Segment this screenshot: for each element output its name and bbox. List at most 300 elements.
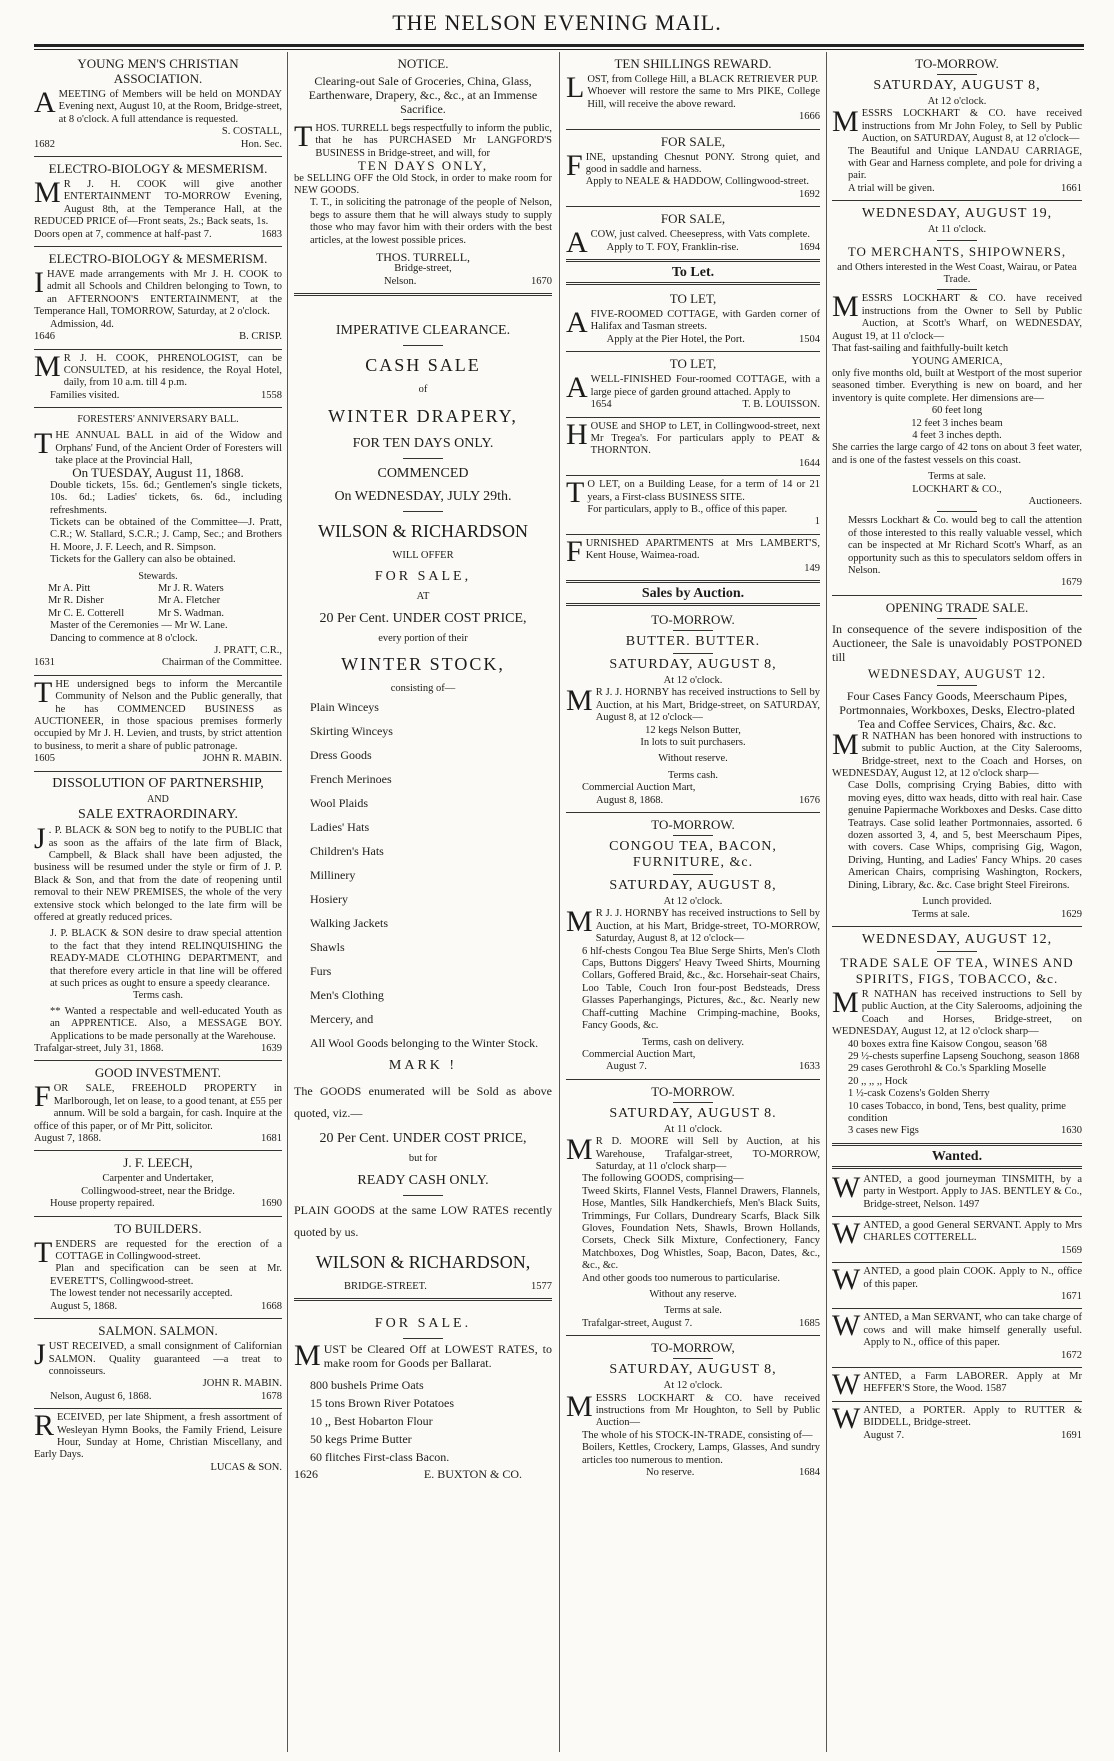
section-header-to-let: To Let. [566, 264, 820, 285]
ad-date: SATURDAY, AUGUST 8, [609, 878, 777, 894]
ad-to-builders [34, 1217, 282, 1319]
ad-wanted-porter [832, 1402, 1082, 1447]
ad-date: WEDNESDAY, AUGUST 19, [861, 206, 1053, 222]
drop-cap: T [294, 120, 313, 153]
list-item: 10 ,, Best Hobarton Flour [310, 1414, 433, 1429]
list-item: Millinery [310, 868, 356, 883]
divider [937, 951, 977, 952]
ad-title: FOR SALE, [660, 133, 726, 149]
ad-text: R D. MOORE will Sell by Auction, at his Warehouse, Trafalgar-street, TO-MORROW, Saturday, at 11 o'clock sharp— [595, 1136, 820, 1172]
signature: JOHN R. MABIN. [202, 753, 282, 765]
ad-number: 1587 [985, 1383, 1007, 1395]
ad-line: every portion of their [378, 632, 468, 644]
drop-cap: W [832, 1263, 861, 1297]
ad-line: BRIDGE-STREET. [344, 1280, 427, 1292]
ad-text: FIVE-ROOMED COTTAGE, with Garden corner of Halifax and Tasman streets. [590, 309, 820, 333]
ad-moore [566, 1080, 820, 1337]
ad-text: R J. H. COOK will give another ENTERTAINMENT TO-MORROW Evening, August 8th, at the Temperance Hall, at the REDUCED PRICE of—Front seats, 2s.; Back seats, 1s. [34, 179, 282, 228]
ad-line: Collingwood-street, near the Bridge. [81, 1185, 235, 1197]
ad-number: 1504 [799, 333, 820, 345]
signature: E. BUXTON & CO. [423, 1467, 522, 1482]
ad-line: Families visited. [50, 389, 120, 401]
ad-butter [566, 608, 820, 813]
ad-line: Terms at sale. [664, 1305, 722, 1317]
drop-cap: I [34, 266, 44, 300]
ad-line: Terms at sale. [928, 471, 986, 483]
ad-line: That fast-sailing and faithfully-built ketch [832, 343, 1009, 355]
ad-place: Nelson, August 6, 1868. [50, 1390, 152, 1402]
ad-number: 1671 [1061, 1291, 1082, 1303]
ad-number: 1 [814, 516, 820, 528]
divider [937, 511, 977, 512]
divider [673, 835, 713, 836]
list-item: 1 ½-cask Cozens's Golden Sherry [848, 1088, 990, 1100]
ad-leech [34, 1151, 282, 1216]
ad-phrenologist [34, 350, 282, 409]
divider [937, 685, 977, 686]
divider [673, 1358, 713, 1359]
ad-number: 1681 [261, 1133, 282, 1145]
ad-electro-biology-schools [34, 247, 282, 349]
ad-text: ENDERS are requested for the erection of a COTTAGE in Collingwood-street. [55, 1238, 282, 1263]
ad-text: ** Wanted a respectable and well-educated Youth as an APPRENTICE. Also, a MESSAGE BOY. Applications to be made personally at the Warehouse. [50, 1005, 282, 1042]
ad-wanted-laborer [832, 1368, 1082, 1402]
ad-body [566, 684, 820, 724]
drop-cap: F [566, 148, 583, 182]
ad-body [34, 1409, 282, 1462]
list-item: 29 cases Gerothrohl & Co.'s Sparkling Moselle [848, 1063, 1047, 1075]
list-item: Walking Jackets [310, 916, 389, 931]
ad-text: ANTED, a Farm LABORER. Apply at Mr HEFFER'S Store, the Wood. [863, 1371, 1082, 1395]
drop-cap: J [34, 822, 46, 856]
ad-body [34, 675, 282, 753]
ad-text: In consequence of the severe indisposition of the Auctioneer, the Sale is unavoidably POSTPONED till [832, 621, 1082, 664]
ad-headline: CASH SALE [365, 355, 481, 376]
ad-line: Dancing to commence at 8 o'clock. [50, 632, 198, 644]
ad-text: The GOODS enumerated will be Sold as above quoted, viz.— [294, 1084, 552, 1121]
list-item: Wool Plaids [310, 796, 369, 811]
ad-title: TO LET, [669, 356, 717, 372]
drop-cap: M [832, 985, 859, 1019]
drop-cap: W [832, 1170, 861, 1204]
divider [403, 511, 443, 512]
ad-line: Without any reserve. [649, 1289, 737, 1300]
ad-line: COMMENCED [377, 465, 469, 481]
ad-line: Carpenter and Undertaker, [102, 1173, 214, 1185]
ad-title: TO-MORROW. [651, 611, 735, 627]
signature-role: Auctioneers. [1028, 495, 1082, 507]
ad-text: Tickets for the Gallery can also be obtained. [50, 554, 236, 566]
ad-line: 20 Per Cent. UNDER COST PRICE, [319, 1131, 527, 1147]
ad-text: COW, just calved. Cheesepress, with Vats complete. [590, 229, 810, 241]
ad-line: And other goods too numerous to particularise. [582, 1272, 781, 1284]
ad-text: INE, upstanding Chesnut PONY. Strong quiet, and good in saddle and harness. [585, 151, 820, 176]
ad-wanted-servant [832, 1217, 1082, 1263]
ad-date: August 7, 1868. [34, 1133, 102, 1145]
ad-title: J. F. LEECH, [123, 1155, 193, 1171]
ad-line: Doors open at 7, commence at half-past 7. [34, 228, 212, 240]
ad-body [294, 1339, 552, 1373]
masthead: THE NELSON EVENING MAIL. [392, 10, 722, 35]
ad-time: At 11 o'clock. [927, 224, 987, 236]
divider [403, 119, 443, 120]
ad-text: MEETING of Members will be held on MONDAY Evening next, August 10, at the Room, Bridge-street, at 8 o'clock. A full attendance is requested. [58, 89, 282, 125]
ad-foresters-ball [34, 408, 282, 676]
ad-text: R J. J. HORNBY has received instructions to Sell by Auction, at his Mart, Bridge-street, TO-MORROW, Saturday, August 8, at 12 o'clock— [595, 908, 820, 945]
ad-body [34, 1235, 282, 1269]
list-item: Furs [310, 964, 332, 979]
ad-title: DISSOLUTION OF PARTNERSHIP, [52, 775, 264, 791]
ad-body [34, 266, 282, 319]
ad-congou-tea [566, 813, 820, 1080]
ad-date: SATURDAY, AUGUST 8. [609, 1105, 777, 1121]
ad-body [832, 1309, 1082, 1349]
drop-cap: M [566, 1133, 593, 1167]
ad-line: Apply at the Pier Hotel, the Port. [606, 333, 745, 345]
list-item: Plain Winceys [310, 700, 379, 715]
list-item: 29 ½-chests superfine Lapseng Souchong, season 1868 [848, 1050, 1080, 1062]
ad-ymca [34, 52, 282, 157]
ad-text: ECEIVED, per late Shipment, a fresh assortment of Wesleyan Hymn Books, the Family Friend, Leisure Hour, Sunday at Home, Christian Miscellany, and Early Days. [34, 1412, 282, 1461]
drop-cap: W [832, 1368, 861, 1402]
signature: LOCKHART & CO., [912, 483, 1002, 495]
ad-body [566, 905, 820, 945]
drop-cap: W [832, 1217, 861, 1250]
ad-date: SATURDAY, AUGUST 8, [609, 1362, 777, 1378]
ad-title: TO-MORROW. [651, 1083, 735, 1099]
ad-line: MARK ! [388, 1058, 458, 1074]
ad-text: Whoever will restore the same to Mrs PIKE, College Hill, will receive the above reward. [587, 86, 820, 110]
goods-list: 6 hlf-chests Congou Tea Blue Serge Shirts, Men's Cloth Caps, Buttons Diggers' Heavy Tweed Shirts, Mourning Collars, Goffered Braid, &c., &c. Horsehair-seat Chairs, Loo Table, Couch Iron four-post Bedsteads, Dress Glasses Paperhangings, Pictures, &c., &c. Nearly new Chaff-cutting Machine Crimping-machine, Books, Fancy Goods, &c. [582, 945, 820, 1032]
ad-text: ANTED, a PORTER. Apply to RUTTER & BIDDELL, Bridge-street. [863, 1404, 1082, 1429]
ad-body [832, 727, 1082, 781]
ad-number: 1577 [531, 1280, 552, 1292]
ad-text: Apply to NEALE & HADDOW, Collingwood-street. [585, 176, 809, 188]
list-item: 3 cases new Figs [848, 1125, 919, 1137]
ad-line: Terms cash. [668, 769, 718, 781]
ad-line: but for [408, 1153, 438, 1165]
ad-line: Lunch provided. [922, 896, 992, 908]
ad-number: 1654 [590, 399, 612, 411]
ad-title: ELECTRO-BIOLOGY & MESMERISM. [48, 161, 268, 177]
ad-body [34, 822, 282, 924]
ad-line: WILL OFFER [392, 549, 454, 561]
ad-body [34, 427, 282, 467]
ad-time: At 12 o'clock. [663, 1380, 723, 1392]
ad-body [34, 1338, 282, 1378]
ad-subtitle: Clearing-out Sale of Groceries, China, Glass, Earthenware, Drapery, &c., &c., at an Immense Sacrifice. [308, 74, 538, 116]
ad-number: 1639 [261, 1043, 282, 1054]
ad-date: August 8, 1868. [596, 794, 664, 806]
drop-cap: H [566, 417, 588, 451]
ad-body [832, 985, 1082, 1039]
ad-number: 1692 [799, 188, 820, 200]
ad-text: R NATHAN has received instructions to Sell by public Auction, at the City Salerooms, adjoining the Coach and Horses, Bridge-street, on WEDNESDAY, August 12, at 12 o'clock sharp— [832, 988, 1082, 1038]
ad-mabin-auctioneer [34, 676, 282, 772]
ad-text: ANTED, a good journeyman TINSMITH, by a party in Westport. Apply to JAS. BENTLEY & Co., Bridge-street, Nelson. [863, 1173, 1082, 1210]
list-item: 800 bushels Prime Oats [310, 1378, 424, 1393]
ad-headline: WINTER DRAPERY, [328, 405, 518, 426]
ad-text: ANTED, a Man SERVANT, who can take charge of cows and will make himself generally useful. Apply to N., office of this paper. [863, 1312, 1082, 1349]
ad-line: Terms, cash on delivery. [641, 1036, 745, 1048]
ad-headline: WINTER STOCK, [341, 653, 505, 674]
list-item: 60 feet long [931, 405, 983, 417]
ad-text: R J. J. HORNBY has received instructions to Sell by Auction, at his Mart, Bridge-street, on SATURDAY, August 8, at 12 o'clock— [595, 687, 820, 724]
ad-cottage [566, 287, 820, 352]
ad-number: 1691 [1061, 1429, 1082, 1441]
ad-line: Commercial Auction Mart, [582, 1048, 696, 1060]
drop-cap: M [566, 1389, 593, 1423]
ad-highlight: TEN DAYS ONLY, [357, 158, 489, 174]
drop-cap: M [832, 727, 859, 761]
ad-text: HE ANNUAL BALL in aid of the Widow and Orphans' Fund, of the Ancient Order of Foresters will take place at the Provincial Hall, [55, 430, 282, 466]
ad-time: At 12 o'clock. [663, 674, 723, 686]
list-item: 20 ,, ,, ,, Hock [848, 1075, 908, 1087]
list-item: French Merinoes [310, 772, 392, 787]
ad-title: ELECTRO-BIOLOGY & MESMERISM. [48, 251, 268, 267]
ad-text: Plan and specification can be seen at Mr. EVERETT'S, Collingwood-street. [50, 1263, 282, 1287]
ad-number: 1646 [34, 331, 55, 343]
ad-line: No reserve. [646, 1467, 695, 1479]
section-header-auction: Sales by Auction. [566, 585, 820, 606]
ad-body [832, 105, 1082, 145]
ad-text: Double tickets, 15s. 6d.; Gentlemen's single tickets, 10s. 6d.; Ladies' tickets, 6s. 6d., including refreshments. [50, 479, 282, 516]
ad-well-finished [566, 352, 820, 417]
signature: T. B. LOUISSON. [742, 399, 820, 411]
list-item: 60 flitches First-class Bacon. [310, 1450, 450, 1465]
ad-line: FOR TEN DAYS ONLY. [352, 435, 494, 451]
drop-cap: T [34, 427, 53, 461]
drop-cap: M [34, 176, 61, 210]
ad-salmon [34, 1319, 282, 1409]
ad-title: TO-MORROW. [651, 817, 735, 833]
ad-text: OR SALE, FREEHOLD PROPERTY in Marlborough, let on lease, to a good tenant, at £55 per annum. Will be sold a bargain, for cash. Inquire at the office of this paper, or of Mr Pitt, solicitor. [34, 1083, 282, 1132]
ad-title: FOR SALE. [374, 1316, 472, 1332]
ad-line: consisting of— [390, 682, 456, 694]
ad-number: 1558 [261, 389, 282, 401]
ad-number: 1694 [799, 241, 820, 253]
ad-lockhart-houghton [566, 1336, 820, 1484]
ad-text: ESSRS LOCKHART & CO. have received instructions from the Owner to Sell by Public Auction, at Scott's Wharf, on WEDNESDAY, August 19, at 11 o'clock— [832, 293, 1082, 342]
signature: LUCAS & SON. [210, 1461, 282, 1473]
ad-headline: WILSON & RICHARDSON, [315, 1251, 531, 1272]
stewards-list [34, 583, 282, 620]
ad-title: IMPERATIVE CLEARANCE. [335, 323, 511, 339]
ad-text: For particulars, apply to B., office of this paper. [587, 503, 788, 515]
ad-text: UST be Cleared Off at LOWEST RATES, to make room for Goods per Ballarat. [323, 1342, 552, 1371]
list-item: Ladies' Hats [310, 820, 370, 835]
signature-role: Hon. Sec. [240, 138, 282, 150]
signature: B. CRISP. [239, 331, 282, 343]
ad-headline: BUTTER. BUTTER. [625, 633, 761, 649]
ad-title: FORESTERS' ANNIVERSARY BALL. [77, 414, 239, 426]
ad-line: In lots to suit purchasers. [640, 737, 746, 748]
ad-number: 149 [804, 562, 820, 574]
list-item: All Wool Goods belonging to the Winter Stock. [310, 1036, 539, 1051]
divider [673, 1102, 713, 1103]
list-item: 40 boxes extra fine Kaisow Congou, season '68 [848, 1038, 1048, 1050]
ad-number: 1626 [294, 1467, 318, 1482]
ad-line: Without reserve. [658, 753, 728, 765]
list-item: Skirting Winceys [310, 724, 393, 739]
ad-opening-trade-sale [832, 596, 1082, 927]
ad-title: TO-MORROW, [651, 1340, 735, 1356]
ad-body [566, 1389, 820, 1430]
list-item: Hosiery [310, 892, 348, 907]
ad-number: 1672 [1061, 1349, 1082, 1361]
ad-line: Commercial Auction Mart, [582, 782, 696, 794]
ad-text: T. T., in soliciting the patronage of the people of Nelson, begs to assure them that he will always study to supply those who may favor him with their orders with the best articles, at the lowest possible prices. [310, 197, 552, 246]
ad-text: PLAIN GOODS at the same LOW RATES recently quoted by us. [294, 1202, 552, 1239]
signature: S. COSTALL, [221, 126, 282, 138]
ad-text: ESSRS LOCKHART & CO. have received instructions from Mr John Foley, to Sell by Public Auction, on SATURDAY, August 8, at 12 o'clock— [861, 108, 1082, 145]
ad-number: 1676 [799, 794, 820, 806]
ad-young-america [832, 201, 1082, 596]
ad-text: ANTED, a good General SERVANT. Apply to Mrs CHARLES COTTERELL. [863, 1220, 1082, 1244]
ad-furnished [566, 535, 820, 583]
ad-number: 1679 [1061, 577, 1082, 589]
ad-headline: TO MERCHANTS, SHIPOWNERS, [847, 243, 1067, 259]
drop-cap: A [566, 371, 588, 405]
ship-name: YOUNG AMERICA, [911, 355, 1003, 367]
ad-text: HOS. TURRELL begs respectfully to inform the public, that he has PURCHASED Mr LANGFORD'S BUSINESS in Bridge-street, and will, for [315, 123, 552, 159]
drop-cap: M [566, 684, 593, 718]
ad-body [34, 176, 282, 229]
divider [403, 345, 443, 346]
ad-text: only five months old, built at Westport of the most superior seasoned timber. Everything is new on board, and her inventory is quite complete. Her dimensions are— [832, 367, 1082, 404]
drop-cap: W [832, 1309, 861, 1343]
ad-date: WEDNESDAY, AUGUST 12, [861, 931, 1053, 947]
ad-number: 1684 [799, 1467, 820, 1479]
list-item: Shawls [310, 940, 345, 955]
ad-number: 1666 [799, 111, 820, 123]
column-4 [832, 52, 1082, 1752]
ad-line: Terms cash. [133, 990, 183, 1002]
drop-cap: M [832, 105, 859, 139]
drop-cap: T [34, 1235, 53, 1269]
ad-number: 1661 [1061, 182, 1082, 194]
ad-number: 1670 [531, 275, 552, 287]
ad-house-shop [566, 418, 820, 477]
ad-wanted-man-servant [832, 1309, 1082, 1368]
ad-wanted-tinsmith [832, 1171, 1082, 1217]
ad-line: The lowest tender not necessarily accepted. [50, 1288, 233, 1300]
ad-number: 1668 [261, 1300, 282, 1312]
ad-number: 1497 [958, 1198, 980, 1210]
ad-title: TO LET, [669, 291, 717, 307]
ad-title: NOTICE. [397, 56, 449, 71]
ad-title: GOOD INVESTMENT. [94, 1065, 222, 1081]
ad-line: House property repaired. [50, 1198, 155, 1210]
divider [937, 289, 977, 290]
steward: Mr S. Wadman. [158, 607, 225, 619]
ad-title: SALE EXTRAORDINARY. [78, 807, 238, 823]
drop-cap: R [34, 1409, 55, 1443]
list-item: Men's Clothing [310, 988, 384, 1003]
divider [673, 874, 713, 875]
ad-date: SATURDAY, AUGUST 8, [873, 78, 1041, 93]
ad-number: 1644 [799, 457, 820, 469]
ad-time: At 11 o'clock. [663, 1123, 723, 1135]
ad-notice-turrell [294, 52, 552, 296]
signature: J. PRATT, C.R., [214, 645, 282, 657]
ad-trade-sale-tea [832, 927, 1082, 1146]
ad-text: UST RECEIVED, a small consignment of Californian SALMON. Quality guaranteed —a treat to connoisseurs. [48, 1341, 282, 1377]
ad-date: August 7. [606, 1061, 647, 1073]
ad-line: Bridge-street, [394, 263, 452, 275]
ad-body [294, 120, 552, 160]
signature: JOHN R. MABIN. [202, 1378, 282, 1390]
list-item: 50 kegs Prime Butter [310, 1432, 412, 1447]
ad-text: Messrs Lockhart & Co. would beg to call the attention of those interested to this really valuable vessel, which can be inspected at Mr Richard Scott's Wharf, as an opportunity such as this to speculators seldom offers in Nelson. [848, 515, 1082, 576]
column-2 [294, 52, 552, 1752]
ad-text: J. P. BLACK & SON desire to draw special attention to the fact that they intend RELINQUISHING the READY-MADE CLOTHING DEPARTMENT, and that therefore every article in that line will be offered at such prices as ought to ensure a speedy clearance. [50, 928, 282, 989]
ad-headline: CONGOU TEA, BACON, FURNITURE, &c. [609, 839, 777, 871]
ad-title: TO BUILDERS. [114, 1220, 202, 1236]
ad-title: TEN SHILLINGS REWARD. [614, 56, 772, 71]
drop-cap: A [34, 86, 56, 119]
ad-place: Trafalgar-street, July 31, 1868. [34, 1043, 164, 1054]
list-item: Mercery, and [310, 1012, 374, 1027]
divider [937, 74, 977, 75]
drop-cap: T [566, 476, 585, 510]
ad-date: August 7. [863, 1429, 905, 1441]
ad-dissolution [34, 772, 282, 1062]
ad-text: R J. H. COOK, PHRENOLOGIST, can be CONSULTED, at his residence, the Royal Hotel, daily, from 10 a.m. till 4 p.m. [63, 352, 282, 389]
ad-text: ESSRS LOCKHART & CO. have received instructions from Mr Houghton, to Sell by Public Auction— [595, 1392, 820, 1429]
ad-subtitle: AND [147, 793, 169, 805]
ad-text: ANTED, a good plain COOK. Apply to N., office of this paper. [863, 1266, 1082, 1290]
ad-time: At 12 o'clock. [663, 896, 723, 908]
ad-text: HAVE made arrangements with Mr J. H. COOK to admit all Schools and Children belonging to Town, to an AFTERNOON'S ENTERTAINMENT, at the Temperance Hall, TOMORROW, Saturday, at 2 o'clock. [34, 269, 282, 318]
section-header-wanted: Wanted. [832, 1148, 1082, 1169]
list-item: 10 cases Tobacco, in bond, Tens, best quality, prime condition [848, 1100, 1066, 1124]
ad-landau [832, 52, 1082, 201]
list-item: Dress Goods [310, 748, 372, 763]
ad-text: O LET, on a Building Lease, for a term of 14 or 21 years, a First-class BUSINESS SITE. [587, 479, 820, 503]
ad-title: SALMON. SALMON. [98, 1323, 218, 1339]
ad-text: R NATHAN has been honored with instructions to submit to public Auction, at the City Salerooms, Bridge-street, next to the Coach and Horses, on WEDNESDAY, August 12, at 12 o'clock sharp— [832, 730, 1082, 780]
column-divider [826, 52, 827, 1752]
ad-building-lease [566, 476, 820, 535]
ad-line: Master of the Ceremonies — Mr W. Lane. [50, 620, 228, 632]
ad-electro-biology [34, 157, 282, 247]
column-3 [566, 52, 820, 1752]
ad-line: Nelson. [384, 275, 417, 287]
ad-line: 20 Per Cent. UNDER COST PRICE, [319, 610, 527, 626]
signature-role: Chairman of the Committee. [161, 657, 282, 669]
drop-cap: A [566, 226, 588, 260]
ad-body [34, 86, 282, 126]
ad-time: At 12 o'clock. [927, 96, 987, 107]
ad-headline: TRADE SALE OF TEA, WINES AND SPIRITS, FIGS, TOBACCO, &c. [840, 954, 1074, 986]
steward: Mr A. Fletcher [158, 595, 221, 607]
ad-date: August 5, 1868. [50, 1300, 118, 1312]
ad-text: . P. BLACK & SON beg to notify to the PUBLIC that as soon as the affairs of the late firm of Black, Campbell, & Black shall have been adjusted, the business will be resumed under the style or firm of J. P. Black & Son, and that from the date of reopening until removal to their NEW PREMISES, the whole of the very extensive stock which belonged to the late firm will be offered at greatly reduced prices. [34, 825, 282, 923]
divider [673, 630, 713, 631]
ad-date: WEDNESDAY, AUGUST 12. [867, 665, 1047, 681]
ad-body [832, 1170, 1082, 1211]
ad-for-sale-buxton [294, 1301, 552, 1485]
ad-body [34, 349, 282, 390]
divider [403, 458, 443, 459]
ad-place: Trafalgar-street, August 7. [582, 1317, 693, 1329]
ad-line: Terms at sale. [912, 908, 970, 920]
ad-text: The whole of his STOCK-IN-TRADE, consisting of— [582, 1429, 813, 1441]
ad-text: HE undersigned begs to inform the Mercantile Community of Nelson and the Public generally, that he has COMMENCED BUSINESS as AUCTIONEER, in those spacious premises formerly occupied by Mr J. H. Levien, and trusts, by strict attention to business, to merit a share of public patronage. [34, 678, 282, 752]
ad-title: FOR SALE, [660, 211, 726, 227]
ad-text: OST, from College Hill, a BLACK RETRIEVER PUP. [587, 74, 819, 85]
